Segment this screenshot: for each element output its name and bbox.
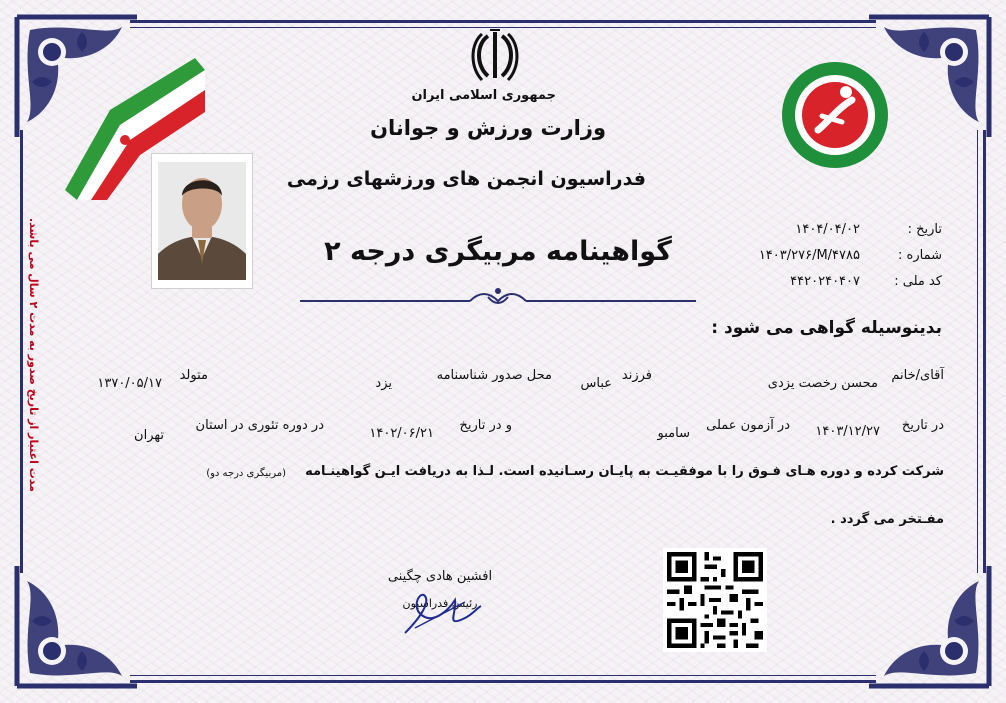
border-bottom-line (130, 680, 876, 683)
person-photo-icon (152, 154, 252, 288)
border-right-line (983, 130, 986, 573)
date-value: ۱۴۰۴/۰۴/۰۲ (795, 222, 860, 237)
and-date-label: و در تاریخ (459, 418, 512, 433)
intro-text: بدینوسیله گواهی می شود : (711, 318, 942, 338)
signature-icon (395, 588, 485, 638)
national-id-label: کد ملی : (894, 274, 942, 289)
signatory-title: رئیس فدراسیون (402, 597, 478, 610)
divider-ornament-icon (300, 285, 696, 309)
theory-date: ۱۴۰۲/۰۶/۲۱ (369, 426, 434, 441)
issue-place: یزد (375, 376, 392, 391)
exam-date: ۱۴۰۳/۱۲/۲۷ (815, 424, 880, 439)
national-id-value: ۴۴۲۰۲۴۰۴۰۷ (790, 274, 860, 289)
birth-date: ۱۳۷۰/۰۵/۱۷ (97, 376, 162, 391)
federation-title: فدراسیون انجمن های ورزشهای رزمی (286, 168, 646, 190)
ministry-title: وزارت ورزش و جوانان (370, 116, 606, 140)
honored-text: مفـتخر می گردد . (830, 512, 944, 527)
discipline: سامبو (657, 426, 690, 441)
practical-label: در آزمون عملی (706, 418, 790, 433)
completion-text: شرکت کرده و دوره هـای فـوق را با موفقیـت به پایـان رسـانیده است. لـذا به دریافت ایـن گواهینـامه (305, 464, 944, 479)
border-top-line (130, 20, 876, 23)
holder-name: محسن رخصت یزدی (767, 376, 878, 391)
corner-ornament-bottom-right (864, 561, 994, 691)
signatory-name: افشین هادی چگینی (387, 569, 493, 584)
number-label: شماره : (898, 248, 942, 263)
validity-note: مدت اعتبار از تاریخ صدور به مدت ۲ سال می باشد. (27, 218, 40, 492)
mr-label: آقای/خانم (891, 368, 944, 383)
border-bottom-line-inner (130, 675, 876, 676)
page-title: گواهینامه مربیگری درجه ۲ (324, 236, 672, 267)
republic-title: جمهوری اسلامی ایران (411, 88, 556, 103)
national-emblem-icon (470, 28, 520, 82)
father-name: عباس (580, 376, 612, 391)
born-label: متولد (179, 368, 208, 383)
date-label: تاریخ : (907, 222, 942, 237)
theory-label: در دوره تئوری در استان (195, 418, 324, 433)
qr-code-icon (663, 548, 767, 652)
federation-logo-icon (780, 60, 890, 170)
number-value: ۱۴۰۳/۲۷۶/M/۴۷۸۵ (758, 248, 860, 263)
corner-ornament-bottom-left (12, 561, 142, 691)
issue-place-label: محل صدور شناسنامه (436, 368, 552, 383)
border-right-line-inner (977, 130, 978, 573)
exam-date-label: در تاریخ (901, 418, 944, 433)
holder-photo (151, 153, 253, 289)
child-label: فرزند (621, 368, 652, 383)
grade-note: (مربیگری درجه دو) (206, 468, 286, 479)
province: تهران (134, 428, 164, 443)
